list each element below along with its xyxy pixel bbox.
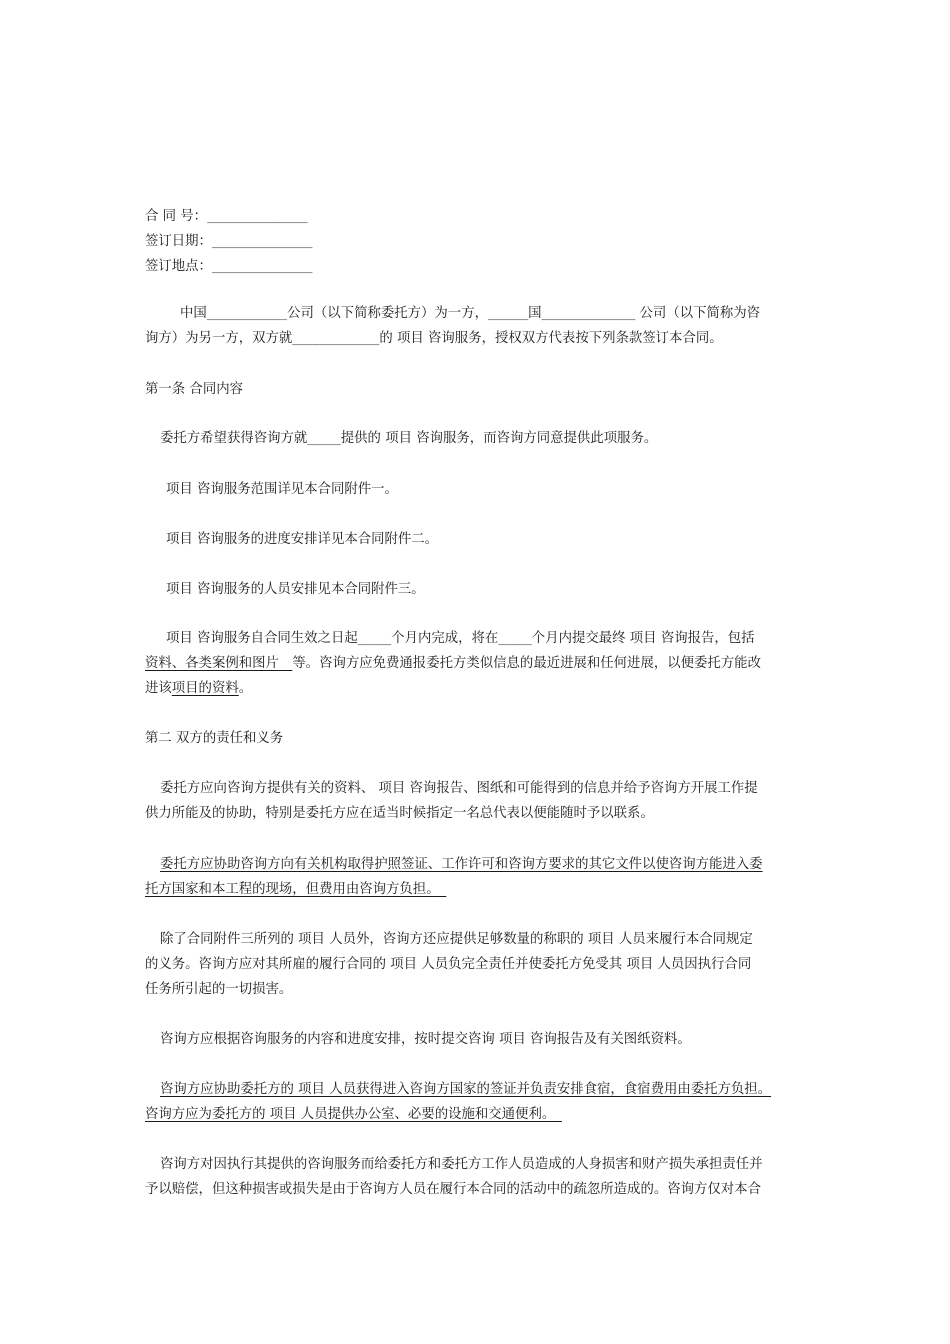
- line-3-prefix: 进该: [145, 681, 172, 696]
- article-2-paragraph-6-line-2: 予以赔偿，但这种损害或损失是由于咨询方人员在履行本合同的活动中的疏忽所造成的。咨询方仅对本合: [145, 1182, 761, 1197]
- article-2-paragraph-3-line-1: 除了合同附件三所列的 项目 人员外，咨询方还应提供足够数量的称职的 项目 人员来履行本合同规定: [160, 932, 753, 947]
- article-2-paragraph-5-line-2: [145, 1102, 562, 1127]
- visa-cost-text: 托方国家和本工程的现场，但费用由咨询方负担。: [145, 882, 433, 897]
- sign-date-blank: _______________: [211, 234, 313, 249]
- materials-rest-text: 等。咨询方应免费通报委托方类似信息的最近进展和任何进展，以便委托方能改: [292, 656, 761, 671]
- sign-date-label: 签订日期：: [145, 234, 212, 249]
- line-3-suffix: 。: [238, 681, 253, 696]
- article-1-paragraph-2: 项目 咨询服务范围详见本合同附件一。: [166, 482, 398, 497]
- article-2-paragraph-5-line-1: 咨询方应协助委托方的 项目 人员获得进入咨询方国家的签证并负责安排食宿，食宿费用由委托方负担。: [160, 1082, 772, 1097]
- article-2-heading: 第二 双方的责任和义务: [145, 731, 284, 746]
- article-2-paragraph-1-line-2: 供力所能及的协助，特别是委托方应在适当时候指定一名总代表以便能随时予以联系。: [145, 806, 654, 821]
- office-facilities-text: 咨询方应为委托方的 项目 人员提供办公室、必要的设施和交通便利。: [145, 1107, 549, 1122]
- article-1-paragraph-5-line-1: 项目 咨询服务自合同生效之日起_____个月内完成，将在_____个月内提交最终 项目 咨询报告，包括: [166, 631, 755, 646]
- contract-number-line: [145, 207, 308, 227]
- article-2-paragraph-2-line-1: 委托方应协助咨询方向有关机构取得护照签证、工作许可和咨询方要求的其它文件以使咨询方能进入委: [160, 857, 763, 872]
- article-2-paragraph-3-line-3: 任务所引起的一切损害。: [145, 982, 293, 997]
- underlined-materials-text: 资料、各类案例和图片: [145, 656, 279, 671]
- article-2-paragraph-4: 咨询方应根据咨询服务的内容和进度安排，按时提交咨询 项目 咨询报告及有关图纸资料。: [160, 1032, 691, 1047]
- intro-line-1: 中国____________公司（以下简称委托方）为一方，______国______________ 公司（以下简称为咨: [180, 306, 761, 321]
- sign-place-label: 签订地点：: [145, 259, 212, 274]
- sign-date-line: [145, 232, 312, 252]
- contract-number-label: 合 同 号：: [145, 209, 208, 224]
- article-2-paragraph-3-line-2: 的义务。咨询方应对其所雇的履行合同的 项目 人员负完全责任并使委托方免受其 项目 人员因执行合同: [145, 957, 752, 972]
- sign-place-line: [145, 257, 312, 277]
- article-2-paragraph-2-line-2: [145, 877, 446, 902]
- article-1-heading: 第一条 合同内容: [145, 382, 243, 397]
- article-1-paragraph-3: 项目 咨询服务的进度安排详见本合同附件二。: [166, 532, 439, 547]
- contract-number-blank: _______________: [207, 209, 308, 224]
- article-1-paragraph-5-line-2: [145, 651, 761, 676]
- sign-place-blank: _______________: [211, 259, 313, 274]
- article-2-paragraph-1-line-1: 委托方应向咨询方提供有关的资料、 项目 咨询报告、图纸和可能得到的信息并给予咨询方开展工作提: [160, 781, 758, 796]
- article-1-paragraph-4: 项目 咨询服务的人员安排见本合同附件三。: [166, 582, 425, 597]
- article-2-paragraph-6-line-1: 咨询方对因执行其提供的咨询服务而给委托方和委托方工作人员造成的人身损害和财产损失承担责任并: [160, 1157, 763, 1172]
- article-1-paragraph-5-line-3: [145, 676, 252, 701]
- intro-line-2: 询方）为另一方，双方就_____________的 项目 咨询服务，授权双方代表按下列条款签订本合同。: [145, 331, 723, 346]
- article-1-paragraph-1: 委托方希望获得咨询方就_____提供的 项目 咨询服务，而咨询方同意提供此项服务。: [160, 431, 658, 446]
- underlined-project-materials: 项目的资料: [171, 681, 239, 696]
